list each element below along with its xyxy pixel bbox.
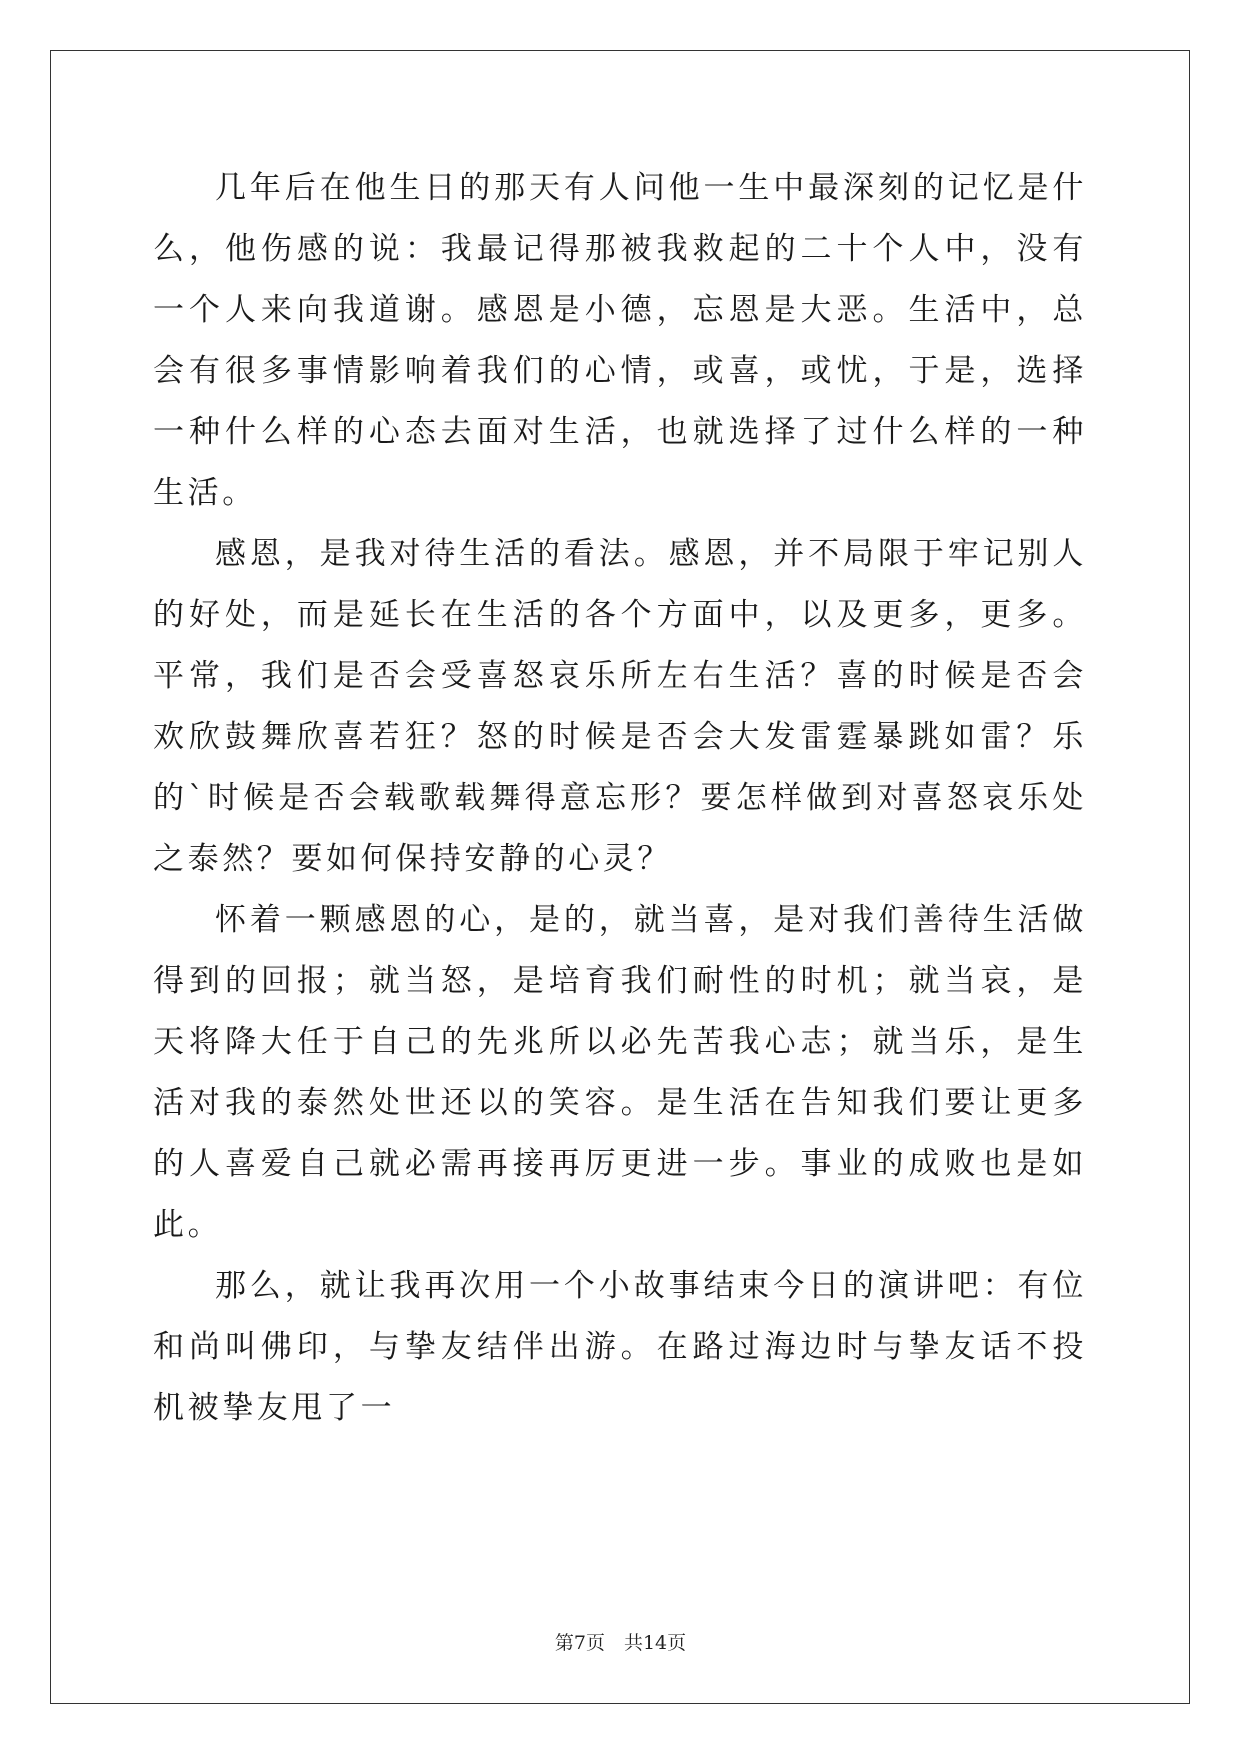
document-body: [153, 158, 1087, 1439]
paragraph-4: 那么，就让我再次用一个小故事结束今日的演讲吧：有位和尚叫佛印，与挚友结伴出游。在路过海边时与挚友话不投机被挚友甩了一: [153, 1268, 1087, 1426]
paragraph-3: 怀着一颗感恩的心，是的，就当喜，是对我们善待生活做得到的回报；就当怒，是培育我们耐性的时机；就当哀，是天将降大任于自己的先兆所以必先苦我心志；就当乐，是生活对我的泰然处世还以的笑容。是生活在告知我们要让更多的人喜爱自己就必需再接再厉更进一步。事业的成败也是如此。: [153, 902, 1087, 1243]
page-number-footer: 第7页 共14页: [554, 1632, 687, 1654]
paragraph-1: 几年后在他生日的那天有人问他一生中最深刻的记忆是什么，他伤感的说：我最记得那被我救起的二十个人中，没有一个人来向我道谢。感恩是小德，忘恩是大恶。生活中，总会有很多事情影响着我们的心情，或喜，或忧，于是，选择一种什么样的心态去面对生活，也就选择了过什么样的一种生活。: [153, 170, 1087, 511]
paragraph-2: 感恩，是我对待生活的看法。感恩，并不局限于牢记别人的好处，而是延长在生活的各个方面中，以及更多，更多。平常，我们是否会受喜怒哀乐所左右生活？喜的时候是否会欢欣鼓舞欣喜若狂？怒的时候是否会大发雷霆暴跳如雷？乐的`时候是否会载歌载舞得意忘形？要怎样做到对喜怒哀乐处之泰然？要如何保持安静的心灵？: [153, 536, 1087, 877]
